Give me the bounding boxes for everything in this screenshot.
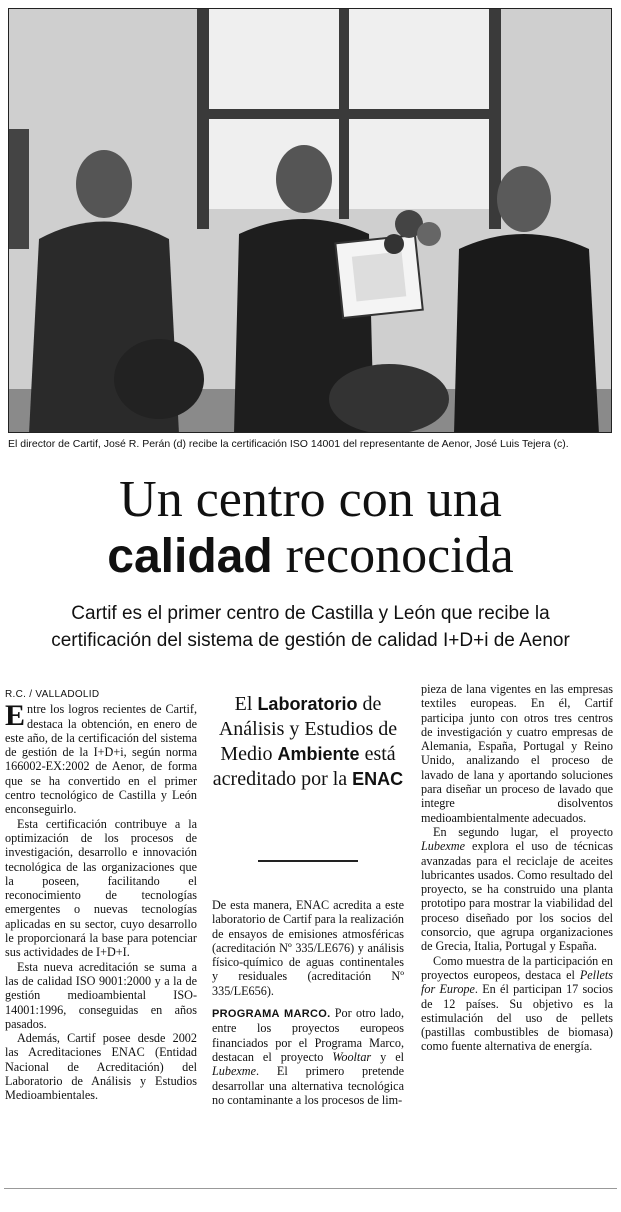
paragraph: [5, 699, 197, 817]
callout-text: de Análisis y Estudios de Medio: [218, 693, 398, 765]
paragraph: Esta nueva acreditación se suma a las de calidad ISO 9001:2000 y a la de gestión medioambiental ISO-14001:1996, conseguidas en años pasados.: [5, 959, 197, 1031]
callout-bold: ENAC: [352, 769, 404, 789]
headline-line-2: [0, 528, 621, 585]
paragraph-text: Como muestra de la participación en proyectos europeos, destaca el: [421, 953, 613, 982]
drop-cap: E: [5, 699, 26, 733]
article-column-2: [212, 898, 404, 1107]
headline-rest: reconocida: [272, 527, 514, 584]
headline-bold-word: calidad: [107, 530, 273, 583]
paragraph-text: . El primero pretende desarrollar una alternativa tecnológica no contaminante a los procesos de lim-: [212, 1064, 404, 1107]
headline-line-1: Un centro con una: [119, 471, 502, 528]
paragraph-text: . En él participan 17 socios de 12 países. Su objetivo es la estimulación del uso de pellets (pastillas combustibles de biomasa) como fuente alternativa de energía.: [421, 982, 614, 1054]
subhead-line-1: Cartif es el primer centro de Castilla y León que recibe la: [71, 603, 550, 624]
news-photo: [8, 8, 612, 433]
callout-bold: Ambiente: [277, 744, 360, 764]
byline: R.C. / VALLADOLID: [5, 689, 100, 700]
paragraph: Además, Cartif posee desde 2002 las Acreditaciones ENAC (Entidad Nacional de Acreditación) del Laboratorio de Análisis y Estudios Medioambientales.: [5, 1031, 197, 1103]
project-name: Lubexme: [212, 1064, 256, 1079]
subhead-line-2: certificación del sistema de gestión de calidad I+D+i de Aenor: [51, 630, 570, 651]
paragraph: [421, 825, 613, 954]
paragraph-text: En segundo lugar, el proyecto: [433, 824, 613, 839]
project-name: Pellets for Europe: [421, 967, 613, 997]
article-column-3: [421, 682, 613, 1054]
paragraph: [421, 954, 613, 1054]
paragraph-text: y el: [371, 1049, 405, 1064]
subheadline: [10, 600, 611, 654]
article-column-1: [5, 688, 197, 1103]
page-bottom-rule: [4, 1188, 617, 1189]
callout-divider: [258, 860, 358, 862]
photo-illustration: [9, 9, 612, 433]
sidebar-callout: [212, 692, 404, 792]
callout-text: está acreditado por la: [212, 743, 396, 790]
headline: [0, 472, 621, 585]
callout-bold: Laboratorio: [257, 694, 358, 714]
paragraph: De esta manera, ENAC acredita a este laboratorio de Cartif para la realización de ensayos de emisiones atmosféricas (acreditación Nº 335/LE676) y análisis físico-químico de aguas continentales y residuales (acreditación Nº 335/LE656).: [212, 898, 404, 998]
photo-caption: El director de Cartif, José R. Perán (d) recibe la certificación ISO 14001 del representante de Aenor, José Luis Tejera (c).: [8, 438, 569, 450]
paragraph-text: Por otro lado, entre los proyectos europeos financiados por el Programa Marco, destacan el proyecto: [212, 1006, 404, 1064]
paragraph: [212, 1006, 404, 1107]
paragraph: Esta certificación contribuye a la optimización de los procesos de investigación, desarrollo e innovación tecnológica de las organizaciones que la poseen, facilitando el reconocimiento de tecnologías emergentes o nuevas tecnologías aplicadas en su sector, cuyo desarrollo le proporcionará la base para potenciar sus actividades de I+D+I.: [5, 816, 197, 960]
paragraph-text: ntre los logros recientes de Cartif, destaca la obtención, en enero de este año, de la certificación del sistema de gestión de la I+D+i, según norma 166002-EX:2002 de Aenor, de forma que se ha convertido en el primer centro tecnológico de Castilla y León enconseguirlo.: [5, 702, 197, 817]
section-lead: PROGRAMA MARCO.: [212, 1008, 331, 1021]
callout-text: El: [234, 693, 258, 715]
paragraph-text: explora el uso de técnicas avanzadas para el reciclaje de aceites lubricantes usados. Como resultado del proyecto, se ha construido una planta prototipo para mostrar la viabilidad del proceso diseñado por los socios del consorcio, que agrupa organizaciones de Grecia, Italia, Portugal y España.: [421, 839, 613, 954]
project-name: Wooltar: [332, 1049, 372, 1064]
project-name: Lubexme: [421, 839, 465, 854]
paragraph: pieza de lana vigentes en las empresas textiles europeas. En él, Cartif participa junto con otros tres centros de investigación y cuatro empresas de Alemania, España, Portugal y Reino Unido, analizando el proceso de lavado de lana y aportando soluciones para diseñar un proceso de lavado que integre disolventos medioambientalmente adecuados.: [421, 682, 613, 825]
